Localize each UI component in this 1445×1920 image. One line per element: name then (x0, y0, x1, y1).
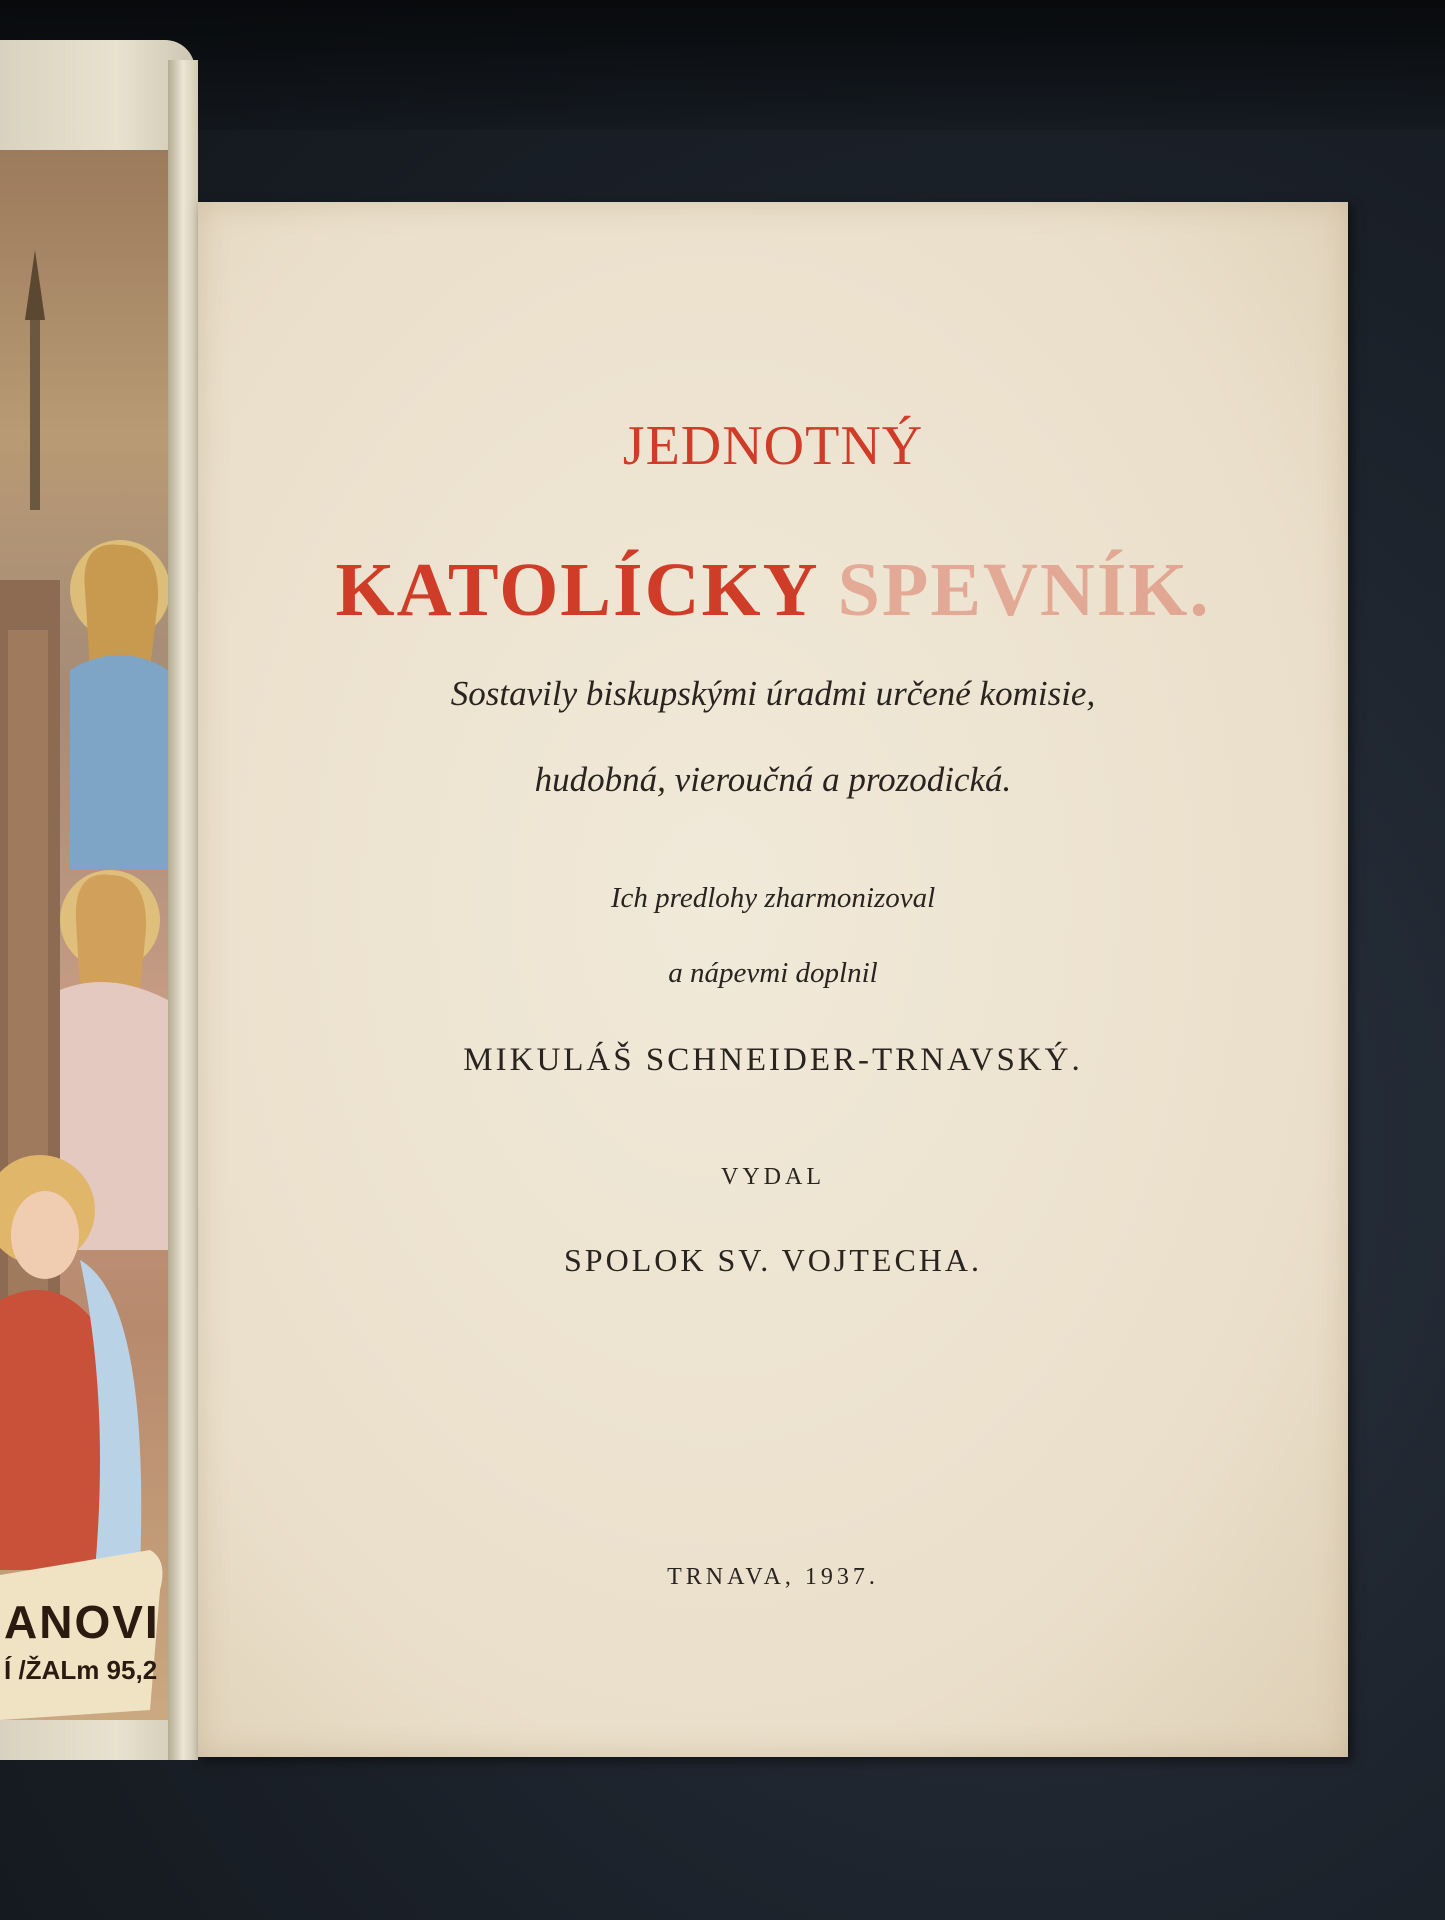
subtitle-line1: Sostavily biskupskými úradmi určené komisie, (450, 674, 1096, 713)
place-year: TRNAVA, 1937. (667, 1564, 879, 1590)
title-line2 (198, 547, 1348, 634)
title-page (198, 202, 1348, 1757)
title-line1: JEDNOTNÝ (622, 415, 924, 477)
frontispiece-illustration (0, 150, 168, 1720)
angels-illustration (0, 150, 168, 1720)
scroll-text-line2: Í /ŽALm 95,2 (4, 1655, 158, 1685)
title-line2-faded: SPEVNÍK. (837, 548, 1211, 632)
scroll-text-line1: ANOVI (4, 1596, 160, 1648)
book-gutter (168, 60, 198, 1760)
scroll-inscription (0, 1595, 168, 1685)
arranger-line2: a nápevmi doplnil (668, 957, 878, 989)
arranger-line1: Ich predlohy zharmonizoval (610, 882, 936, 914)
author-name: MIKULÁŠ SCHNEIDER-TRNAVSKÝ. (463, 1042, 1083, 1078)
top-shadow (0, 0, 1445, 130)
subtitle-line2: hudobná, vieroučná a prozodická. (534, 760, 1012, 799)
publisher-name: SPOLOK SV. VOJTECHA. (564, 1242, 982, 1278)
title-line2-main: KATOLÍCKY (335, 548, 817, 632)
published-by-label: VYDAL (721, 1164, 825, 1190)
